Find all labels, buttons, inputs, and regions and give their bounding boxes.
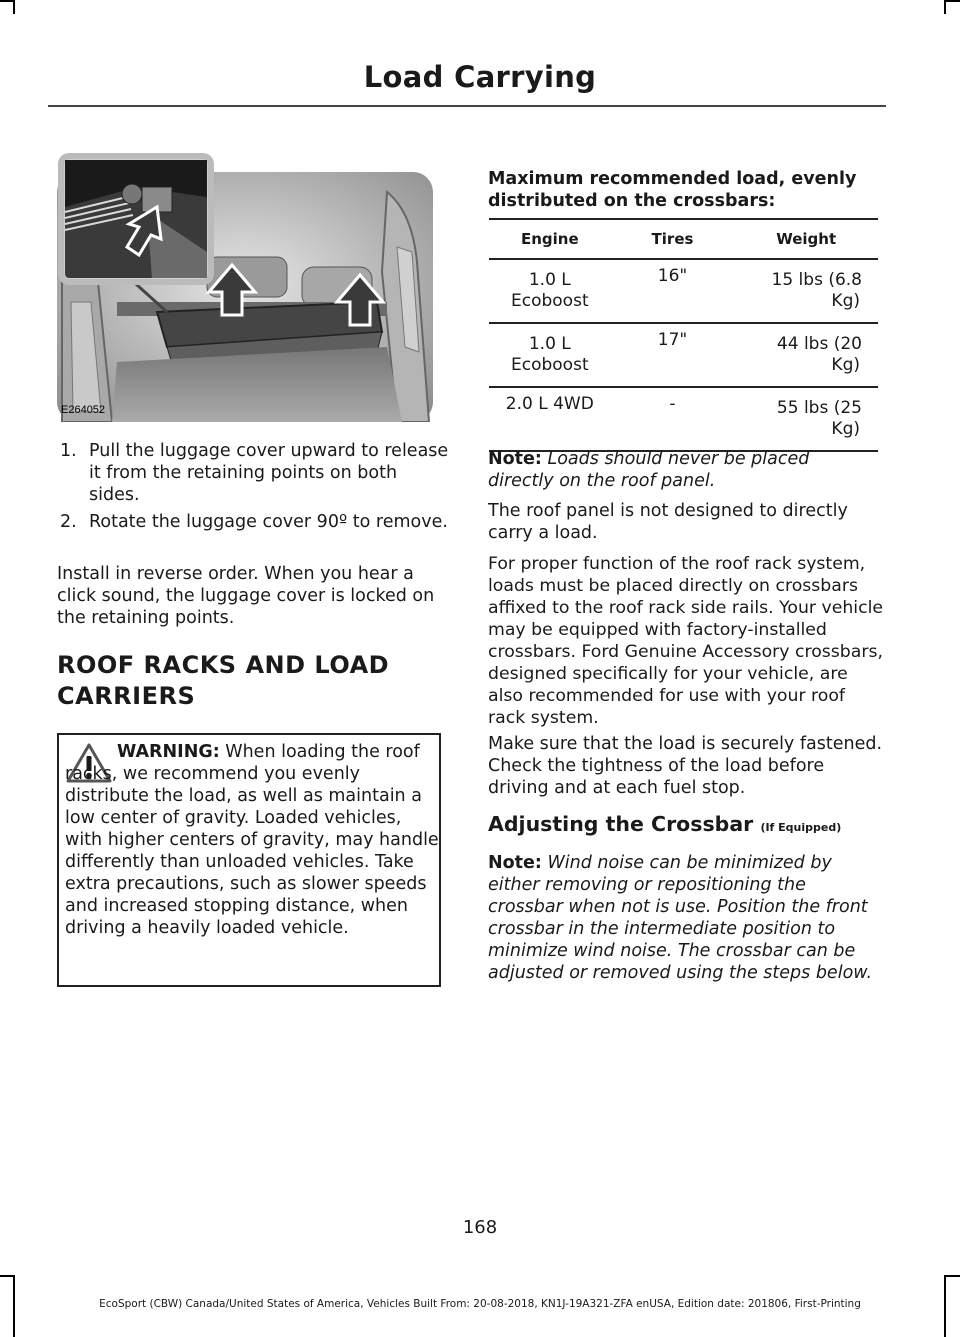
tires-cell: 17" xyxy=(611,323,735,387)
weight-line: Kg) xyxy=(831,419,860,439)
figure-code: E264052 xyxy=(61,404,106,416)
weight-cell xyxy=(734,259,878,323)
roof-panel-paragraph: The roof panel is not designed to directly carry a load. xyxy=(488,501,848,543)
crop-mark xyxy=(0,1275,14,1277)
luggage-cover-illustration-svg xyxy=(57,152,433,422)
warning-label: WARNING: xyxy=(117,742,220,762)
table-row xyxy=(489,259,878,323)
page-number: 168 xyxy=(462,1217,498,1238)
crop-mark xyxy=(946,0,960,2)
step-number: 1. xyxy=(60,441,77,461)
column-header: Tires xyxy=(611,219,735,259)
crop-mark xyxy=(13,0,15,14)
section-heading xyxy=(57,650,389,712)
engine-cell xyxy=(489,259,611,323)
subheading-text: Adjusting the Crossbar xyxy=(488,812,754,836)
footer-text: EcoSport (CBW) Canada/United States of America, Vehicles Built From: 20-08-2018, KN1J-19A321-ZFA enUSA, Edition date: 201806, First-Printing xyxy=(99,1298,861,1310)
weight-line: Kg) xyxy=(831,291,860,311)
weight-cell xyxy=(734,323,878,387)
step-item xyxy=(60,511,450,533)
weight-line: 44 lbs (20 xyxy=(776,334,862,354)
header-divider xyxy=(48,105,886,107)
section-heading-line: CARRIERS xyxy=(57,682,196,710)
engine-line: Ecoboost xyxy=(511,355,589,375)
column-header: Engine xyxy=(489,219,611,259)
tires-cell: - xyxy=(611,387,735,451)
table-title: Maximum recommended load, evenly distributed on the crossbars: xyxy=(488,169,857,211)
note-text: Wind noise can be minimized by either removing or repositioning the crossbar when not is use. Position the front crossbar in the intermediate position to minimize wind noise. The crossbar can be adjusted or removed using the steps below. xyxy=(488,853,873,983)
step-text: Rotate the luggage cover 90º to remove. xyxy=(89,512,448,532)
subheading-qualifier: (If Equipped) xyxy=(760,821,842,834)
column-header: Weight xyxy=(734,219,878,259)
engine-line: 1.0 L xyxy=(528,270,571,290)
roof-rack-paragraph: For proper function of the roof rack system, loads must be placed directly on crossbars affixed to the roof rack side rails. Your vehicle may be equipped with factory-installed crossbars. Ford Genuine Accessory crossbars, designed specifically for your vehicle, are also recommended for use with your roof rack system. xyxy=(488,554,884,728)
engine-cell xyxy=(489,323,611,387)
load-table xyxy=(489,218,878,452)
weight-line: Kg) xyxy=(831,355,860,375)
step-text: Pull the luggage cover upward to release it from the retaining points on both sides. xyxy=(89,441,449,505)
step-number: 2. xyxy=(60,512,77,532)
table-row xyxy=(489,387,878,451)
note-text: Loads should never be placed directly on the roof panel. xyxy=(488,449,810,491)
warning-box xyxy=(57,733,441,987)
warning-text xyxy=(65,741,441,939)
section-heading-line: ROOF RACKS AND LOAD xyxy=(57,651,390,679)
weight-cell xyxy=(734,387,878,451)
crop-mark xyxy=(944,0,946,14)
note-label: Note: xyxy=(488,449,542,469)
note-wind-noise xyxy=(488,852,882,984)
warning-body: When loading the roof racks, we recommend you evenly distribute the load, as well as maintain a low center of gravity. Loaded vehicles, with higher centers of gravity, may handle differently than unloaded vehicles. Take extra precautions, such as slower speeds and increased stopping distance, when driving a heavily loaded vehicle. xyxy=(65,742,439,938)
secure-load-paragraph: Make sure that the load is securely fastened. Check the tightness of the load before driving and at each fuel stop. xyxy=(488,734,883,798)
crossbar-subheading xyxy=(488,812,841,836)
luggage-cover-illustration xyxy=(57,152,433,422)
page-title: Load Carrying xyxy=(363,60,597,94)
step-item xyxy=(60,440,450,506)
table-row xyxy=(489,323,878,387)
engine-line: 1.0 L xyxy=(528,334,571,354)
engine-line: 2.0 L 4WD xyxy=(505,394,594,414)
tires-cell: 16" xyxy=(611,259,735,323)
note-label: Note: xyxy=(488,853,542,873)
engine-cell xyxy=(489,387,611,451)
note-roof-panel xyxy=(488,448,868,492)
weight-line: 15 lbs (6.8 xyxy=(771,270,862,290)
install-paragraph: Install in reverse order. When you hear a click sound, the luggage cover is locked on the retaining points. xyxy=(57,564,435,628)
crop-mark xyxy=(0,0,14,2)
table-header-row xyxy=(489,219,878,259)
crop-mark xyxy=(946,1275,960,1277)
weight-line: 55 lbs (25 xyxy=(776,398,862,418)
engine-line: Ecoboost xyxy=(511,291,589,311)
